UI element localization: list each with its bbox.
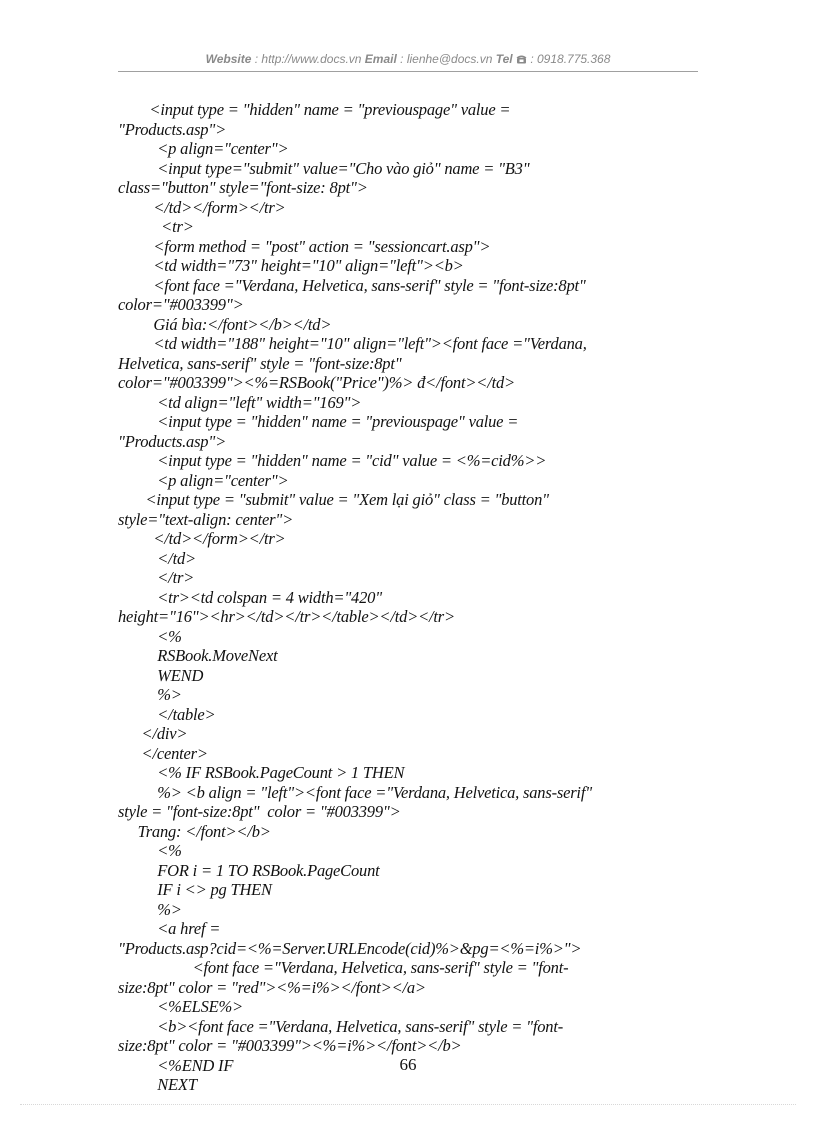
code-line: color="#003399"><%=RSBook("Price")%> đ</font></td> (118, 373, 515, 392)
code-line: IF i <> pg THEN (118, 880, 272, 899)
code-line: <tr><td colspan = 4 width="420" (118, 587, 382, 607)
code-listing (118, 100, 698, 1095)
code-line: style = "font-size:8pt" color = "#003399"> (118, 802, 401, 821)
code-line: </center> (118, 743, 208, 763)
code-line: </table> (118, 704, 216, 724)
code-line: WEND (118, 665, 204, 685)
code-line: FOR i = 1 TO RSBook.PageCount (118, 860, 380, 880)
tel-label: Tel (495, 52, 513, 66)
code-line: </td></form></tr> (118, 197, 286, 217)
code-line: <font face ="Verdana, Helvetica, sans-serif" style = "font-size:8pt" (118, 275, 586, 295)
code-line: </td></form></tr> (118, 529, 286, 548)
code-line: "Products.asp"> (118, 119, 227, 139)
code-line: Giá bìa:</font></b></td> (118, 314, 332, 334)
code-line: <p align="center"> (118, 470, 289, 490)
page-header (118, 50, 698, 68)
code-line: Helvetica, sans-serif" style = "font-size:8pt" (118, 353, 402, 373)
code-line: </div> (118, 724, 188, 743)
code-line: <input type="submit" value="Cho vào giỏ" name = "B3" (118, 158, 530, 178)
code-line: <%ELSE%> (118, 997, 243, 1016)
code-line: RSBook.MoveNext (118, 646, 278, 665)
code-line: Trang: </font></b> (118, 821, 271, 841)
tel-value: : 0918.775.368 (530, 52, 611, 66)
code-line: size:8pt" color = "red"><%=i%></font></a> (118, 977, 426, 997)
phone-icon (516, 54, 527, 64)
code-line: <font face ="Verdana, Helvetica, sans-serif" style = "font- (118, 958, 569, 977)
code-line: <% IF RSBook.PageCount > 1 THEN (118, 763, 405, 782)
code-line: <td align="left" width="169"> (118, 392, 362, 412)
code-line: <td width="188" height="10" align="left"><font face ="Verdana, (118, 334, 587, 353)
code-line: <p align="center"> (118, 139, 289, 158)
code-line: size:8pt" color = "#003399"><%=i%></font></b> (118, 1036, 462, 1055)
email-value: : lienhe@docs.vn (400, 52, 493, 66)
code-line: style="text-align: center"> (118, 509, 294, 529)
code-line: <a href = (118, 919, 221, 938)
code-line: </td> (118, 548, 196, 568)
code-line: <%END IF (118, 1055, 234, 1075)
code-line: %> <b align = "left"><font face ="Verdana, Helvetica, sans-serif" (118, 782, 592, 802)
footer-divider (20, 1104, 796, 1105)
page-number: 66 (399, 1055, 417, 1074)
code-line: <tr> (118, 217, 194, 236)
code-line: %> (118, 899, 182, 919)
code-line: <input type = "submit" value = "Xem lại giỏ" class = "button" (118, 490, 549, 509)
code-line: color="#003399"> (118, 295, 244, 314)
code-line: %> (118, 685, 182, 704)
code-line: <input type = "hidden" name = "previouspage" value = (118, 100, 511, 119)
code-line: <% (118, 626, 182, 646)
code-line: <input type = "hidden" name = "previouspage" value = (118, 412, 519, 431)
code-line: <input type = "hidden" name = "cid" value = <%=cid%>> (118, 451, 547, 470)
email-label: Email (364, 52, 397, 66)
website-value: : http://www.docs.vn (254, 52, 362, 66)
code-line: </tr> (118, 568, 195, 587)
code-line: <% (118, 841, 182, 860)
code-line: <form method = "post" action = "sessioncart.asp"> (118, 236, 491, 256)
code-line: "Products.asp?cid=<%=Server.URLEncode(cid)%>&pg=<%=i%>"> (118, 938, 582, 958)
code-line: class="button" style="font-size: 8pt"> (118, 178, 368, 197)
code-line: height="16"><hr></td></tr></table></td></tr> (118, 607, 455, 626)
website-label: Website (205, 52, 252, 66)
code-line: <td width="73" height="10" align="left"><b> (118, 256, 464, 275)
code-line: "Products.asp"> (118, 431, 227, 451)
header-divider (118, 71, 698, 72)
code-line: <b><font face ="Verdana, Helvetica, sans-serif" style = "font- (118, 1016, 563, 1036)
code-line: NEXT (118, 1075, 197, 1094)
